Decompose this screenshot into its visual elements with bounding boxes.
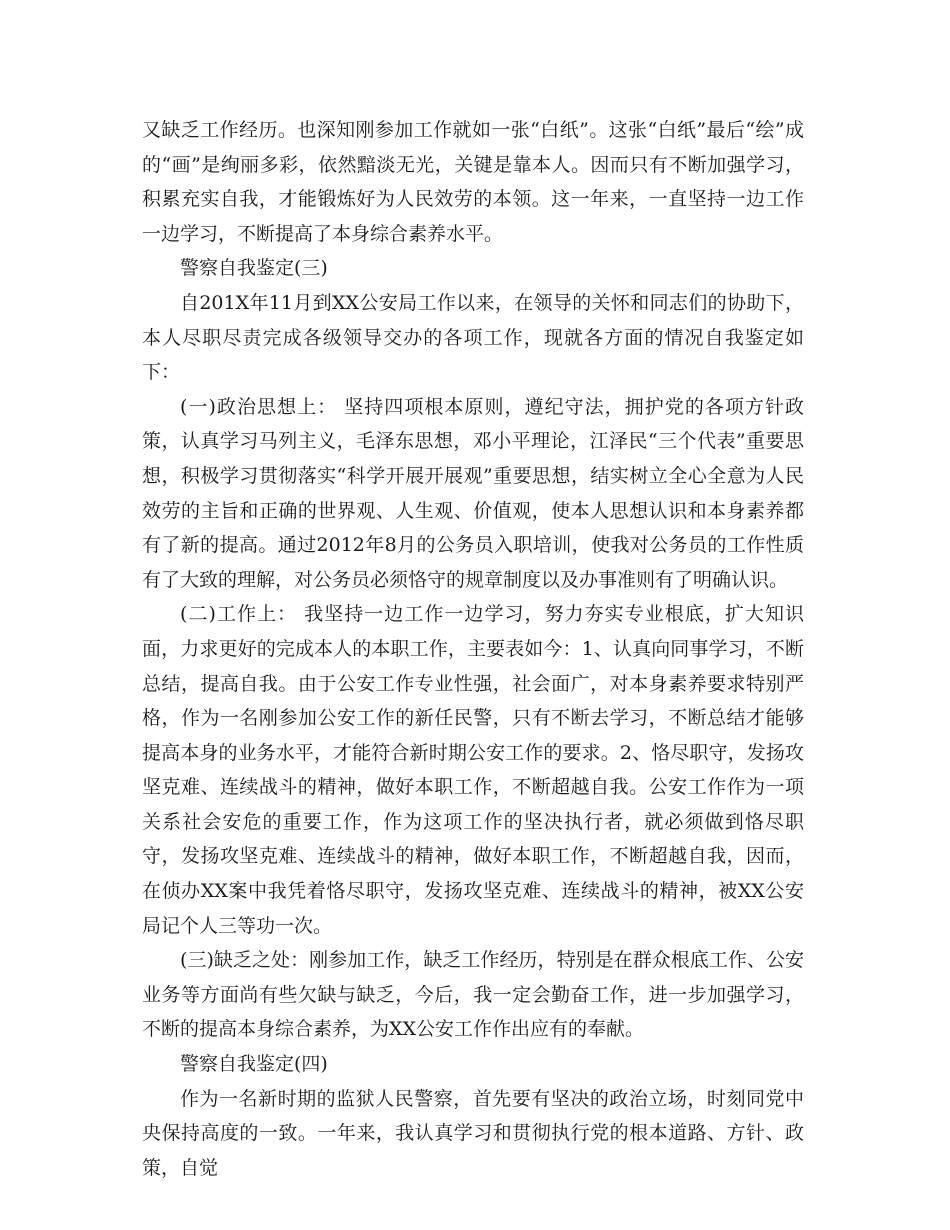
paragraph-continuation: 又缺乏工作经历。也深知刚参加工作就如一张“白纸”。这张“白纸”最后“绘”成的“画”是绚丽多彩，依然黯淡无光，关键是靠本人。因而只有不断加强学习，积累充实自我，才能锻炼好为人民效劳的本领。这一年来，一直坚持一边工作一边学习，不断提高了本身综合素养水平。 bbox=[142, 119, 804, 245]
paragraph-work: (二)工作上： 我坚持一边工作一边学习，努力夯实专业根底，扩大知识面，力求更好的完成本人的本职工作，主要表如今：1、认真向同事学习，不断总结，提高自我。由于公安工作专业性强，社会面广，对本身素养要求特别严格，作为一名刚参加公安工作的新任民警，只有不断去学习，不断总结才能够提高本身的业务水平，才能符合新时期公安工作的要求。2、恪尽职守，发扬攻坚克难、连续战斗的精神，做好本职工作，不断超越自我。公安工作作为一项关系社会安危的重要工作，作为这项工作的坚决执行者，就必须做到恪尽职守，发扬攻坚克难、连续战斗的精神，做好本职工作，不断超越自我，因而，在侦办XX案中我凭着恪尽职守，发扬攻坚克难、连续战斗的精神，被XX公安局记个人三等功一次。 bbox=[142, 603, 804, 937]
paragraph-prison-police: 作为一名新时期的监狱人民警察，首先要有坚决的政治立场，时刻同党中央保持高度的一致。一年来，我认真学习和贯彻执行党的根本道路、方针、政策，自觉 bbox=[142, 1087, 804, 1179]
paragraph-political-thought: (一)政治思想上： 坚持四项根本原则，遵纪守法，拥护党的各项方针政策，认真学习马列主义，毛泽东思想，邓小平理论，江泽民“三个代表”重要思想，积极学习贯彻落实“科学开展开展观”重要思想，结实树立全心全意为人民效劳的主旨和正确的世界观、人生观、价值观，使本人思想认识和本身素养都有了新的提高。通过2012年8月的公务员入职培训，使我对公务员的工作性质有了大致的理解，对公务员必须恪守的规章制度以及办事准则有了明确认识。 bbox=[142, 395, 804, 591]
document-page bbox=[142, 113, 804, 1185]
paragraph-intro: 自201X年11月到XX公安局工作以来，在领导的关怀和同志们的协助下，本人尽职尽责完成各级领导交办的各项工作，现就各方面的情况自我鉴定如下： bbox=[142, 291, 804, 384]
section-heading-three: 警察自我鉴定(三) bbox=[180, 257, 328, 280]
paragraph-shortcomings: (三)缺乏之处：刚参加工作，缺乏工作经历，特别是在群众根底工作、公安业务等方面尚有些欠缺与缺乏，今后，我一定会勤奋工作，进一步加强学习，不断的提高本身综合素养，为XX公安工作作出应有的奉献。 bbox=[142, 949, 804, 1041]
section-heading-four: 警察自我鉴定(四) bbox=[180, 1053, 328, 1076]
